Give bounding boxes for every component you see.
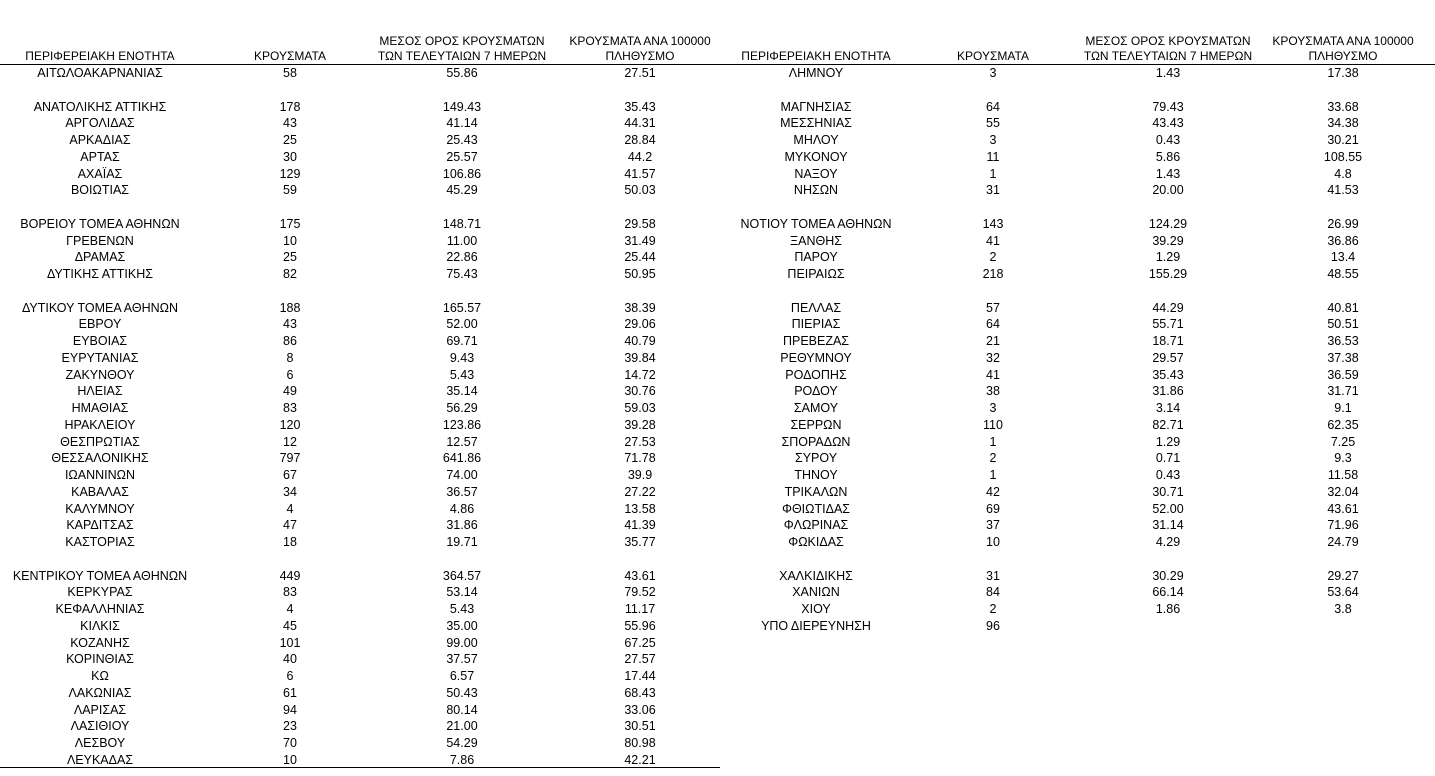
left-per100k-value: 29.06 (624, 317, 656, 332)
left-cases-count: 6 (286, 669, 294, 683)
right-cases-count: 32 (986, 350, 1000, 365)
left-avg7-value: 149.43 (442, 99, 482, 114)
right-region-name: ΠΡΕΒΕΖΑΣ (782, 334, 850, 348)
left-per100k-value: 31.49 (624, 233, 656, 248)
left-per100k-value: 41.57 (624, 166, 656, 181)
left-per100k-value: 50.95 (624, 267, 656, 281)
right-per100k-value: 26.99 (1327, 216, 1359, 231)
left-per100k-value: 14.72 (624, 367, 656, 382)
left-per100k-value: 11.17 (624, 602, 656, 616)
right-region-name: ΡΕΘΥΜΝΟΥ (780, 350, 852, 365)
left-region-name: ΚΕΦΑΛΛΗΝΙΑΣ (55, 602, 145, 616)
right-cases-count: 218 (982, 267, 1004, 281)
left-per100k-value: 79.52 (624, 585, 656, 600)
right-cases-count: 69 (986, 501, 1000, 516)
left-avg7-value: 37.57 (446, 652, 478, 667)
left-avg7-value: 74.00 (446, 468, 478, 482)
right-per100k-value: 30.21 (1327, 133, 1359, 147)
left-region-name: ΒΟΙΩΤΙΑΣ (70, 183, 130, 198)
right-per100k-value: 43.61 (1327, 501, 1359, 516)
left-cases-count: 83 (283, 401, 297, 415)
right-cases-count: 21 (986, 334, 1000, 348)
left-avg7-value: 11.00 (446, 233, 478, 248)
right-cases-count: 1 (989, 166, 997, 181)
left-cases-count: 6 (286, 367, 294, 382)
right-region-name: ΧΙΟΥ (801, 602, 831, 616)
right-region-name: ΣΑΜΟΥ (793, 401, 839, 415)
right-avg7-value: 43.43 (1152, 116, 1184, 131)
left-cases-count: 4 (286, 602, 294, 616)
header-cases-right: ΚΡΟΥΣΜΑΤΑ (957, 49, 1029, 63)
right-avg7-value: 124.29 (1148, 216, 1188, 231)
left-region-name: ΚΑΒΑΛΑΣ (71, 484, 129, 499)
left-region-name: ΖΑΚΥΝΘΟΥ (65, 367, 135, 382)
left-per100k-value: 42.21 (624, 752, 656, 767)
right-avg7-value: 20.00 (1152, 183, 1184, 198)
left-per100k-value: 43.61 (624, 568, 656, 583)
right-avg7-value: 31.86 (1152, 384, 1184, 399)
left-avg7-value: 106.86 (442, 166, 482, 181)
left-cases-count: 94 (283, 702, 297, 717)
left-per100k-value: 39.9 (627, 468, 653, 482)
left-avg7-value: 12.57 (446, 434, 478, 449)
left-region-name: ΚΟΖΑΝΗΣ (70, 635, 130, 650)
right-cases-count: 64 (986, 317, 1000, 332)
header-divider-left (0, 64, 720, 65)
left-cases-count: 25 (283, 133, 297, 147)
right-per100k-value: 3.8 (1334, 602, 1352, 616)
left-avg7-value: 6.57 (449, 669, 475, 683)
left-avg7-value: 5.43 (449, 602, 475, 616)
right-avg7-value: 82.71 (1152, 417, 1184, 432)
left-per100k-value: 80.98 (624, 736, 656, 750)
left-avg7-value: 99.00 (446, 635, 478, 650)
left-avg7-value: 35.00 (446, 618, 478, 633)
left-avg7-value: 35.14 (446, 384, 478, 399)
right-region-name: ΤΡΙΚΑΛΩΝ (784, 484, 848, 499)
left-region-name: ΚΑΡΔΙΤΣΑΣ (66, 518, 134, 533)
right-avg7-value: 18.71 (1152, 334, 1184, 348)
left-region-name: ΕΒΡΟΥ (78, 317, 122, 332)
left-avg7-value: 53.14 (446, 585, 478, 600)
left-cases-count: 70 (283, 736, 297, 750)
left-per100k-value: 27.53 (624, 434, 656, 449)
right-region-name: ΣΕΡΡΩΝ (790, 417, 842, 432)
right-cases-count: 2 (989, 602, 997, 616)
right-avg7-value: 1.43 (1155, 166, 1181, 181)
header-per100k-left-line2: ΠΛΗΘΥΣΜΟ (605, 49, 675, 63)
right-region-name: ΛΗΜΝΟΥ (788, 66, 844, 80)
left-region-name: ΛΕΥΚΑΔΑΣ (66, 752, 134, 767)
right-per100k-value: 48.55 (1327, 267, 1359, 281)
left-cases-count: 12 (283, 434, 297, 449)
left-per100k-value: 30.51 (624, 719, 656, 734)
right-cases-count: 3 (989, 401, 997, 415)
left-region-name: ΔΥΤΙΚΗΣ ΑΤΤΙΚΗΣ (47, 267, 153, 281)
left-cases-count: 45 (283, 618, 297, 633)
left-avg7-value: 148.71 (442, 216, 482, 231)
left-region-name: ΚΩ (91, 669, 109, 683)
right-cases-count: 11 (986, 149, 1000, 164)
right-avg7-value: 35.43 (1152, 367, 1184, 382)
right-avg7-value: 5.86 (1155, 149, 1181, 164)
header-avg7-right-line2: ΤΩΝ ΤΕΛΕΥΤΑΙΩΝ 7 ΗΜΕΡΩΝ (1083, 49, 1253, 63)
right-avg7-value: 30.71 (1152, 484, 1184, 499)
left-avg7-value: 69.71 (446, 334, 478, 348)
left-avg7-value: 80.14 (446, 702, 478, 717)
left-region-name: ΚΕΝΤΡΙΚΟΥ ΤΟΜΕΑ ΑΘΗΝΩΝ (12, 568, 188, 583)
left-region-name: ΚΕΡΚΥΡΑΣ (67, 585, 133, 600)
left-cases-count: 47 (283, 518, 297, 533)
right-per100k-value: 32.04 (1327, 484, 1359, 499)
left-per100k-value: 38.39 (624, 300, 656, 315)
left-cases-count: 18 (283, 535, 297, 549)
right-cases-count: 31 (986, 568, 1000, 583)
right-per100k-value: 29.27 (1327, 568, 1359, 583)
left-per100k-value: 41.39 (624, 518, 656, 533)
left-region-name: ΙΩΑΝΝΙΝΩΝ (64, 468, 136, 482)
right-avg7-value: 0.43 (1155, 468, 1181, 482)
right-cases-count: 1 (989, 468, 997, 482)
left-per100k-value: 39.84 (624, 350, 656, 365)
left-per100k-value: 67.25 (624, 635, 656, 650)
right-per100k-value: 41.53 (1327, 183, 1359, 198)
left-per100k-value: 35.77 (624, 535, 656, 549)
right-cases-count: 57 (986, 300, 1000, 315)
left-region-name: ΗΡΑΚΛΕΙΟΥ (64, 417, 136, 432)
right-avg7-value: 66.14 (1152, 585, 1184, 600)
right-per100k-value: 24.79 (1327, 535, 1359, 549)
right-per100k-value: 37.38 (1327, 350, 1359, 365)
right-cases-count: 96 (986, 618, 1000, 633)
left-region-name: ΓΡΕΒΕΝΩΝ (66, 233, 134, 248)
header-avg7-left-line2: ΤΩΝ ΤΕΛΕΥΤΑΙΩΝ 7 ΗΜΕΡΩΝ (377, 49, 547, 63)
left-cases-count: 86 (283, 334, 297, 348)
header-avg7-right-line1: ΜΕΣΟΣ ΟΡΟΣ ΚΡΟΥΣΜΑΤΩΝ (1085, 34, 1251, 48)
header-per100k-right-line2: ΠΛΗΘΥΣΜΟ (1308, 49, 1378, 63)
right-region-name: ΝΑΞΟΥ (794, 166, 838, 181)
left-avg7-value: 364.57 (442, 568, 482, 583)
left-region-name: ΕΥΡΥΤΑΝΙΑΣ (61, 350, 139, 365)
header-region-left: ΠΕΡΙΦΕΡΕΙΑΚΗ ΕΝΟΤΗΤΑ (25, 49, 175, 63)
left-avg7-value: 36.57 (446, 484, 478, 499)
left-cases-count: 449 (279, 568, 301, 583)
right-region-name: ΞΑΝΘΗΣ (790, 233, 842, 248)
right-cases-count: 1 (989, 434, 997, 449)
left-cases-count: 34 (283, 484, 297, 499)
left-per100k-value: 17.44 (624, 669, 656, 683)
left-cases-count: 120 (279, 417, 301, 432)
left-per100k-value: 44.31 (624, 116, 656, 131)
left-region-name: ΗΛΕΙΑΣ (77, 384, 123, 399)
left-avg7-value: 22.86 (446, 250, 478, 265)
left-region-name: ΑΝΑΤΟΛΙΚΗΣ ΑΤΤΙΚΗΣ (33, 99, 167, 114)
right-avg7-value: 4.29 (1155, 535, 1181, 549)
right-cases-count: 41 (986, 233, 1000, 248)
left-cases-count: 58 (283, 66, 297, 80)
right-per100k-value: 9.3 (1334, 451, 1352, 466)
right-cases-count: 64 (986, 99, 1000, 114)
right-per100k-value: 36.86 (1327, 233, 1359, 248)
left-region-name: ΚΟΡΙΝΘΙΑΣ (66, 652, 134, 667)
right-avg7-value: 29.57 (1152, 350, 1184, 365)
left-cases-count: 23 (283, 719, 297, 734)
left-per100k-value: 35.43 (624, 99, 656, 114)
right-region-name: ΧΑΝΙΩΝ (792, 585, 840, 600)
left-per100k-value: 27.22 (624, 484, 656, 499)
right-per100k-value: 53.64 (1327, 585, 1359, 600)
left-per100k-value: 33.06 (624, 702, 656, 717)
left-avg7-value: 75.43 (446, 267, 478, 281)
right-region-name: ΠΕΙΡΑΙΩΣ (787, 267, 845, 281)
right-per100k-value: 36.59 (1327, 367, 1359, 382)
right-cases-count: 2 (989, 250, 997, 265)
right-cases-count: 110 (983, 417, 1003, 432)
left-avg7-value: 56.29 (446, 401, 478, 415)
right-region-name: ΜΥΚΟΝΟΥ (784, 149, 848, 164)
right-per100k-value: 4.8 (1334, 166, 1352, 181)
right-per100k-value: 36.53 (1327, 334, 1359, 348)
left-avg7-value: 54.29 (446, 736, 478, 750)
left-per100k-value: 50.03 (624, 183, 656, 198)
right-avg7-value: 55.71 (1152, 317, 1184, 332)
right-region-name: ΠΙΕΡΙΑΣ (791, 317, 841, 332)
left-region-name: ΒΟΡΕΙΟΥ ΤΟΜΕΑ ΑΘΗΝΩΝ (20, 216, 180, 231)
left-per100k-value: 27.51 (624, 66, 656, 80)
left-per100k-value: 13.58 (624, 501, 656, 516)
right-region-name: ΥΠΟ ΔΙΕΡΕΥΝΗΣΗ (761, 618, 871, 633)
right-per100k-value: 62.35 (1327, 417, 1359, 432)
left-avg7-value: 165.57 (442, 300, 482, 315)
right-region-name: ΜΑΓΝΗΣΙΑΣ (780, 99, 852, 114)
right-avg7-value: 44.29 (1152, 300, 1184, 315)
left-region-name: ΛΑΡΙΣΑΣ (73, 702, 127, 717)
right-per100k-value: 40.81 (1327, 300, 1359, 315)
left-region-name: ΗΜΑΘΙΑΣ (71, 401, 129, 415)
left-cases-count: 178 (279, 99, 301, 114)
left-cases-count: 61 (283, 685, 297, 700)
right-region-name: ΤΗΝΟΥ (794, 468, 838, 482)
right-per100k-value: 17.38 (1327, 66, 1359, 80)
right-region-name: ΦΩΚΙΔΑΣ (788, 535, 844, 549)
left-cases-count: 797 (279, 451, 301, 466)
left-cases-count: 49 (283, 384, 297, 399)
left-avg7-value: 45.29 (446, 183, 478, 198)
left-region-name: ΑΡΤΑΣ (80, 149, 120, 164)
left-cases-count: 59 (283, 183, 297, 198)
left-per100k-value: 29.58 (624, 216, 656, 231)
left-per100k-value: 30.76 (624, 384, 656, 399)
right-cases-count: 10 (986, 535, 1000, 549)
header-per100k-right-line1: ΚΡΟΥΣΜΑΤΑ ΑΝΑ 100000 (1272, 34, 1414, 48)
left-region-name: ΔΥΤΙΚΟΥ ΤΟΜΕΑ ΑΘΗΝΩΝ (21, 300, 179, 315)
right-avg7-value: 79.43 (1152, 99, 1184, 114)
left-cases-count: 40 (283, 652, 297, 667)
left-per100k-value: 40.79 (624, 334, 656, 348)
right-region-name: ΡΟΔΟΥ (794, 384, 838, 399)
right-region-name: ΜΗΛΟΥ (793, 133, 839, 147)
left-avg7-value: 31.86 (446, 518, 478, 533)
right-region-name: ΝΟΤΙΟΥ ΤΟΜΕΑ ΑΘΗΝΩΝ (740, 216, 892, 231)
right-region-name: ΣΥΡΟΥ (794, 451, 838, 466)
right-cases-count: 3 (989, 133, 997, 147)
left-avg7-value: 19.71 (446, 535, 478, 549)
left-region-name: ΑΡΚΑΔΙΑΣ (69, 133, 131, 147)
right-per100k-value: 71.96 (1327, 518, 1359, 533)
left-per100k-value: 44.2 (627, 149, 653, 164)
left-cases-count: 25 (283, 250, 297, 265)
right-region-name: ΣΠΟΡΑΔΩΝ (781, 434, 851, 449)
right-cases-count: 38 (986, 384, 1000, 399)
left-per100k-value: 55.96 (624, 618, 656, 633)
left-per100k-value: 25.44 (624, 250, 656, 265)
left-per100k-value: 71.78 (624, 451, 656, 466)
left-cases-count: 129 (279, 166, 301, 181)
right-avg7-value: 1.29 (1155, 434, 1181, 449)
left-per100k-value: 59.03 (624, 401, 656, 415)
right-region-name: ΜΕΣΣΗΝΙΑΣ (780, 116, 852, 131)
left-avg7-value: 7.86 (449, 752, 475, 767)
right-region-name: ΡΟΔΟΠΗΣ (785, 367, 847, 382)
right-region-name: ΠΕΛΛΑΣ (790, 300, 842, 315)
right-per100k-value: 11.58 (1327, 468, 1359, 482)
right-avg7-value: 0.43 (1155, 133, 1181, 147)
left-avg7-value: 25.43 (446, 133, 478, 147)
left-per100k-value: 27.57 (624, 652, 656, 667)
right-cases-count: 31 (986, 183, 1000, 198)
right-avg7-value: 1.29 (1155, 250, 1181, 265)
right-region-name: ΦΛΩΡΙΝΑΣ (783, 518, 849, 533)
left-avg7-value: 4.86 (449, 501, 475, 516)
right-avg7-value: 155.29 (1148, 267, 1188, 281)
left-cases-count: 67 (283, 468, 297, 482)
right-cases-count: 55 (986, 116, 1000, 131)
left-cases-count: 4 (286, 501, 294, 516)
right-cases-count: 37 (986, 518, 1000, 533)
left-avg7-value: 52.00 (446, 317, 478, 332)
left-avg7-value: 21.00 (446, 719, 478, 734)
left-cases-count: 188 (279, 300, 301, 315)
right-cases-count: 3 (989, 66, 997, 80)
right-cases-count: 84 (986, 585, 1000, 600)
right-region-name: ΠΑΡΟΥ (794, 250, 838, 265)
left-region-name: ΔΡΑΜΑΣ (74, 250, 126, 265)
header-divider-right (720, 64, 1435, 65)
right-avg7-value: 3.14 (1155, 401, 1181, 415)
left-region-name: ΛΑΚΩΝΙΑΣ (68, 685, 132, 700)
left-region-name: ΕΥΒΟΙΑΣ (72, 334, 128, 348)
left-region-name: ΛΑΣΙΘΙΟΥ (70, 719, 130, 734)
left-avg7-value: 9.43 (449, 350, 475, 365)
left-avg7-value: 5.43 (449, 367, 475, 382)
right-avg7-value: 1.86 (1155, 602, 1181, 616)
right-per100k-value: 13.4 (1330, 250, 1356, 265)
right-cases-count: 143 (982, 216, 1004, 231)
left-cases-count: 10 (283, 233, 297, 248)
left-region-name: ΘΕΣΣΑΛΟΝΙΚΗΣ (51, 451, 149, 466)
right-avg7-value: 0.71 (1155, 451, 1181, 466)
left-per100k-value: 28.84 (624, 133, 656, 147)
left-region-name: ΘΕΣΠΡΩΤΙΑΣ (60, 434, 140, 449)
header-avg7-left-line1: ΜΕΣΟΣ ΟΡΟΣ ΚΡΟΥΣΜΑΤΩΝ (379, 34, 545, 48)
right-region-name: ΦΘΙΩΤΙΔΑΣ (781, 501, 851, 516)
right-cases-count: 42 (986, 484, 1000, 499)
left-avg7-value: 123.86 (442, 417, 482, 432)
left-region-name: ΑΙΤΩΛΟΑΚΑΡΝΑΝΙΑΣ (37, 66, 163, 80)
right-per100k-value: 33.68 (1327, 99, 1359, 114)
left-cases-count: 175 (279, 216, 301, 231)
right-per100k-value: 34.38 (1327, 116, 1359, 131)
left-avg7-value: 41.14 (446, 116, 478, 131)
header-cases-left: ΚΡΟΥΣΜΑΤΑ (254, 49, 326, 63)
left-cases-count: 82 (283, 267, 297, 281)
header-region-right: ΠΕΡΙΦΕΡΕΙΑΚΗ ΕΝΟΤΗΤΑ (741, 49, 891, 63)
left-region-name: ΑΡΓΟΛΙΔΑΣ (65, 116, 135, 131)
left-per100k-value: 68.43 (624, 685, 656, 700)
left-region-name: ΑΧΑΪΑΣ (77, 166, 123, 181)
right-per100k-value: 108.55 (1323, 149, 1363, 164)
right-cases-count: 2 (989, 451, 997, 466)
right-per100k-value: 50.51 (1327, 317, 1359, 332)
right-cases-count: 41 (986, 367, 1000, 382)
right-avg7-value: 31.14 (1152, 518, 1184, 533)
left-cases-count: 8 (286, 350, 294, 365)
left-per100k-value: 39.28 (624, 417, 656, 432)
header-per100k-left-line1: ΚΡΟΥΣΜΑΤΑ ΑΝΑ 100000 (569, 34, 711, 48)
right-per100k-value: 9.1 (1334, 401, 1352, 415)
left-region-name: ΛΕΣΒΟΥ (74, 736, 126, 750)
left-cases-count: 30 (283, 149, 297, 164)
left-avg7-value: 25.57 (446, 149, 478, 164)
right-per100k-value: 7.25 (1330, 434, 1356, 449)
left-cases-count: 43 (283, 317, 297, 332)
left-cases-count: 10 (283, 752, 297, 767)
left-region-name: ΚΑΛΥΜΝΟΥ (65, 501, 135, 516)
left-avg7-value: 641.86 (442, 451, 482, 466)
right-avg7-value: 39.29 (1152, 233, 1184, 248)
right-avg7-value: 30.29 (1152, 568, 1184, 583)
left-avg7-value: 55.86 (446, 66, 478, 80)
right-per100k-value: 31.71 (1327, 384, 1359, 399)
right-avg7-value: 1.43 (1155, 66, 1181, 80)
left-avg7-value: 50.43 (446, 685, 478, 700)
right-region-name: ΧΑΛΚΙΔΙΚΗΣ (779, 568, 853, 583)
right-region-name: ΝΗΣΩΝ (793, 183, 839, 198)
left-region-name: ΚΑΣΤΟΡΙΑΣ (65, 535, 135, 549)
left-cases-count: 83 (283, 585, 297, 600)
right-avg7-value: 52.00 (1152, 501, 1184, 516)
left-cases-count: 43 (283, 116, 297, 131)
left-region-name: ΚΙΛΚΙΣ (80, 618, 120, 633)
left-cases-count: 101 (279, 635, 301, 650)
